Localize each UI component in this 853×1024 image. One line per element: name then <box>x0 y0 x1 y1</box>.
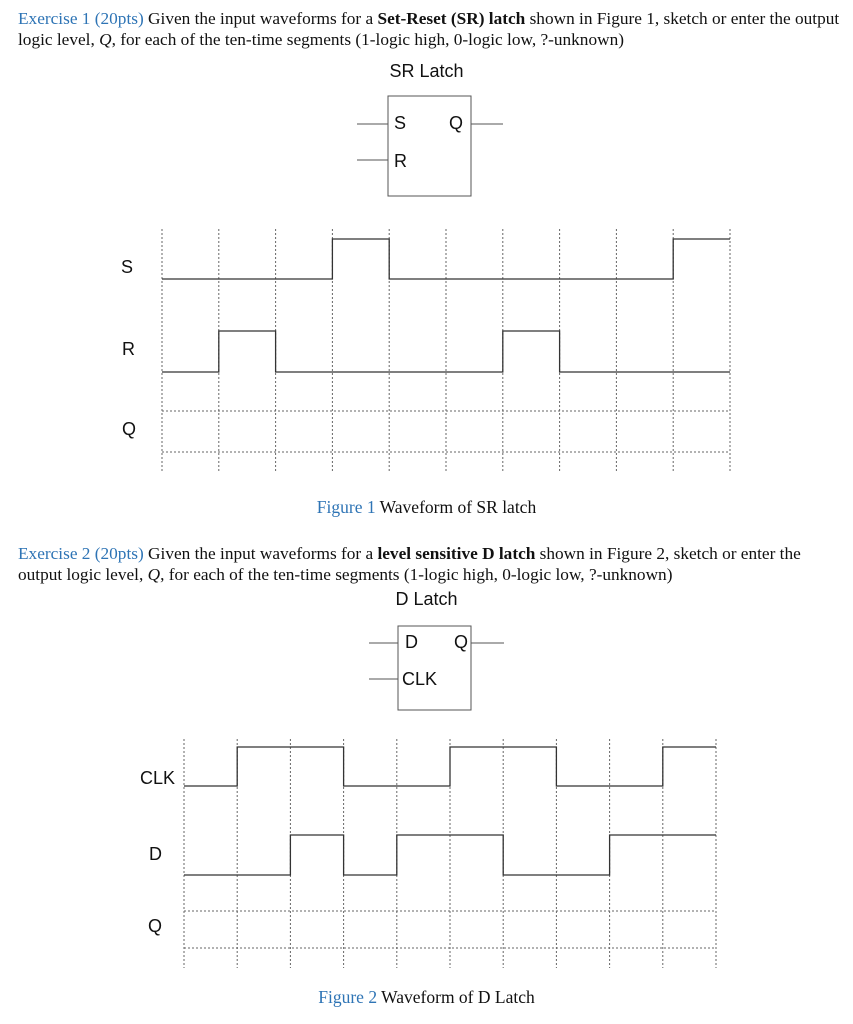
sr-latch-block <box>388 96 471 196</box>
figure-1-caption-text: Waveform of SR latch <box>375 497 537 517</box>
sr-latch-title: SR Latch <box>389 61 464 81</box>
figure-1-label: Figure 1 <box>316 497 376 517</box>
d-signal-label-q: Q <box>148 916 163 936</box>
d-latch-title: D Latch <box>395 589 458 609</box>
d-latch-block <box>398 626 471 710</box>
exercise-1-q: Q <box>99 30 112 49</box>
d-pin-d: D <box>405 632 418 652</box>
exercise-1-text-a: Given the input waveforms for a <box>143 9 378 28</box>
exercise-2-text-a: Given the input waveforms for a <box>143 544 378 563</box>
d-signal-label-clk: CLK <box>140 768 176 788</box>
sr-signal-label-q: Q <box>122 419 137 439</box>
d-waveform-clk <box>184 747 716 786</box>
sr-pin-r: R <box>394 151 407 171</box>
figure-2-caption-text: Waveform of D Latch <box>377 987 535 1007</box>
d-signal-label-d: D <box>149 844 162 864</box>
exercise-1-bold: Set-Reset (SR) latch <box>377 9 526 28</box>
exercise-2-q: Q <box>147 565 161 584</box>
exercise-1-label: Exercise 1 (20pts) <box>18 9 144 28</box>
sr-signal-label-s: S <box>121 257 134 277</box>
exercise-2-bold: level sensitive D latch <box>377 544 536 563</box>
d-pin-clk: CLK <box>402 669 438 689</box>
exercise-2-label: Exercise 2 (20pts) <box>18 544 144 563</box>
sr-signal-label-r: R <box>122 339 135 359</box>
sr-timing-grid <box>162 229 730 472</box>
sr-pin-q: Q <box>449 113 464 133</box>
exercise-2-text-c: , for each of the ten-time segments (1-logic high, 0-logic low, ?-unknown) <box>160 565 673 584</box>
d-pin-q: Q <box>454 632 469 652</box>
sr-pin-s: S <box>394 113 407 133</box>
exercise-2-text-b: shown in Figure 2, sketch or enter the output logic level, <box>18 544 801 584</box>
exercise-1-text-c: , for each of the ten-time segments (1-logic high, 0-logic low, ?-unknown) <box>111 30 624 49</box>
exercise-1-text-b: shown in Figure 1, sketch or enter the output logic level, <box>18 9 840 49</box>
figure-2-label: Figure 2 <box>318 987 378 1007</box>
